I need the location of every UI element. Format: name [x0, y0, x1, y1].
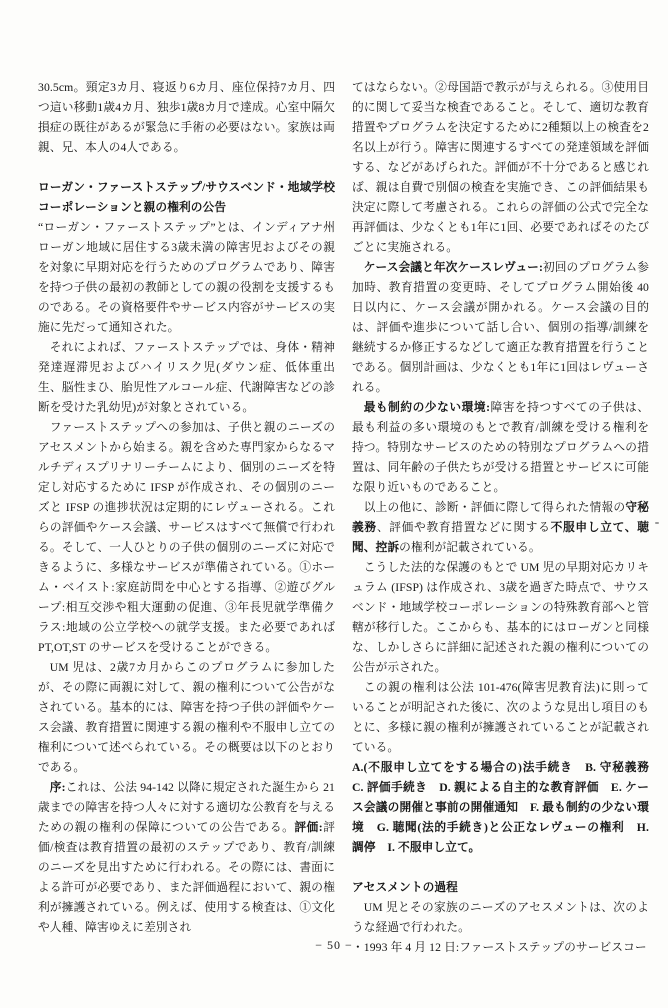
- text-run: 評価/検査は教育措置の最初のステップであり、教育/訓練のニーズを見出すために行われる。その際には、書面による許可が必要であり、また評価過程において、親の権利が擁護されている。例えば、使用する検査は、①文化や人種、障害ゆえに差別され: [38, 821, 335, 934]
- paragraph: [38, 218, 335, 338]
- text-run: 、評価や教育措置などに関する: [376, 521, 551, 534]
- paragraph: [352, 758, 661, 858]
- text-run: 以上の他に、診断・評価に際して得られた情報の: [363, 501, 626, 514]
- bold-text-run: 序:: [49, 781, 66, 794]
- text-run: 障害を持つすべての子供は、最も利益の多い環境のもとで教育/訓練を受ける権利を持つ。特別なサービスのための特別なプログラムへの措置は、同年齢の子供たちが受ける措置とサービスに可能な限り近いものであること。: [352, 401, 649, 494]
- bold-text-run: 最も制約の少ない環境:: [363, 401, 491, 414]
- page-number: − 50 −: [315, 938, 353, 952]
- paragraph: [352, 558, 649, 678]
- text-run: こうした法的な保護のもとで UM 児の早期対応カリキュラム (IFSP) は作成され、3歳を過ぎた時点で、サウスベンド・地域学校コーポレーションの特殊教育部へと管轄が移行した。ここからも、基本的にはローガンと同様な、しかしさらに詳細に記述された親の権利についての公告が示された。: [352, 561, 649, 674]
- text-run: 30.5cm。頸定3カ月、寝返り6カ月、座位保持7カ月、四つ這い移動1歳4カ月、独歩1歳8カ月で達成。心室中隔欠損症の既往があるが緊急に手術の必要はない。家族は両親、兄、本人の4人である。: [38, 81, 335, 154]
- bold-text-run: 評価:: [294, 821, 323, 834]
- right-column: [352, 78, 661, 958]
- text-run: それによれば、ファーストステップでは、身体・精神発達遅滞児およびハイリスク児(ダウン症、低体重出生、脳性まひ、胎児性アルコール症、代謝障害などの診断を受けた乳幼児)が対象とされている。: [38, 341, 335, 414]
- paragraph: [38, 338, 335, 418]
- text-run: “ローガン・ファーストステップ”とは、インディアナ州ローガン地域に居住する3歳未満の障害児およびその親を対象に早期対応を行うためのプログラムであり、障害を持つ子供の最初の教師としての親の役割を支援するものである。その資格要件やサービス内容がサービスの実施に先だって通知された。: [38, 221, 335, 334]
- text-run: の権利が記載されている。: [399, 541, 541, 554]
- paragraph: [352, 78, 649, 258]
- bold-text-run: アセスメントの過程: [352, 881, 458, 894]
- text-run: ・1993 年 4 月 12 日:ファーストステップのサービスコー: [352, 941, 647, 954]
- text-run: 初回のプログラム参加時、教育措置の変更時、そしてプログラム開始後 40 日以内に、ケース会議が開かれる。ケース会議の目的は、評価や進歩について話し合い、個別の指導/訓練を継続するか修正するなどして適正な教育措置を行うことである。個別計画は、少なくとも1年に1回はレヴューされる。: [352, 261, 649, 394]
- paragraph: [352, 258, 649, 398]
- left-column: [38, 78, 335, 938]
- bold-text-run: 守秘義務: [352, 501, 650, 534]
- paragraph: [352, 678, 649, 758]
- bold-text-run: A.(不服申し立てをする場合の)法手続き B. 守秘義務 C. 評価手続き D. 親による自主的な教育評価 E. ケース会議の開催と事前の開催通知 F. 最も制約の少ない環境 G. 聴聞(法的手続き)と公正なレヴューの権利 H. 調停 I. 不服申し立て。: [352, 761, 661, 854]
- text-run: ファーストステップへの参加は、子供と親のニーズのアセスメントから始まる。親を含めた専門家からなるマルチディスプリナリーチームにより、個別のニーズを特定し対応するために IFSP が作成され、その個別のニーズと IFSP の進捗状況は定期的にレヴューされる。これらの評価やケース会議、サービスはすべて無償で行われる。そして、一人ひとりの子供の個別のニーズに対応できるように、多様なサービスが準備されている。①ホーム・ベイスト:家庭訪問を中心とする指導、②遊びグループ:相互交渉や粗大運動の促進、③年長児就学準備クラス:地域の公立学校への就学支援。また必要であれば PT,OT,ST のサービスを受けることができる。: [38, 421, 335, 654]
- paragraph: [352, 398, 649, 498]
- text-run: UM 児とその家族のニーズのアセスメントは、次のような経過で行われた。: [352, 901, 649, 934]
- text-run: UM 児は、2歳7カ月からこのプログラムに参加したが、その際に両親に対して、親の権利について公告がなされている。基本的には、障害を持つ子供の評価やケース会議、教育措置に関連する親の権利や不服申し立ての権利について述べられている。その概要は以下のとおりである。: [38, 661, 335, 774]
- bold-text-run: ローガン・ファーストステップ/サウスベンド・地域学校コーポレーションと親の権利の公告: [38, 181, 335, 214]
- paragraph: [38, 78, 335, 158]
- text-run: この親の権利は公法 101-476(障害児教育法)に則っていることが明記された後に、次のような見出し項目のもとに、多様に親の権利が擁護されていることが記載されている。: [352, 681, 649, 754]
- text-run: てはならない。②母国語で教示が与えられる。③使用目的に関して妥当な検査であること。そして、適切な教育措置やプログラムを決定するために2種類以上の検査を2名以上が行う。障害に関連するすべての発達領域を評価する、などがあげられた。評価が不十分であると感じれば、親は自費で別個の検査を実施でき、この評価結果も決定に際して考慮される。これらの評価の公式で完全な再評価は、少なくとも1年に1回、必要であればそのたびごとに実施される。: [352, 81, 649, 254]
- bold-text-run: 不服申し立て、聴聞、控訴: [352, 521, 650, 554]
- section-heading: [38, 178, 335, 218]
- paragraph: [38, 658, 335, 778]
- section-heading: [352, 878, 649, 898]
- paragraph: [38, 778, 335, 938]
- bold-text-run: ケース会議と年次ケースレヴュー:: [363, 261, 543, 274]
- scan-artifact: [655, 522, 659, 524]
- text-run: これは、公法 94-142 以降に規定された誕生から 21 歳までの障害を持つ人々に対する適切な公教育を与えるための親の権利の保障についての公告である。: [38, 781, 336, 834]
- paragraph: [352, 498, 649, 558]
- paragraph: [38, 418, 335, 658]
- paragraph: [352, 898, 649, 938]
